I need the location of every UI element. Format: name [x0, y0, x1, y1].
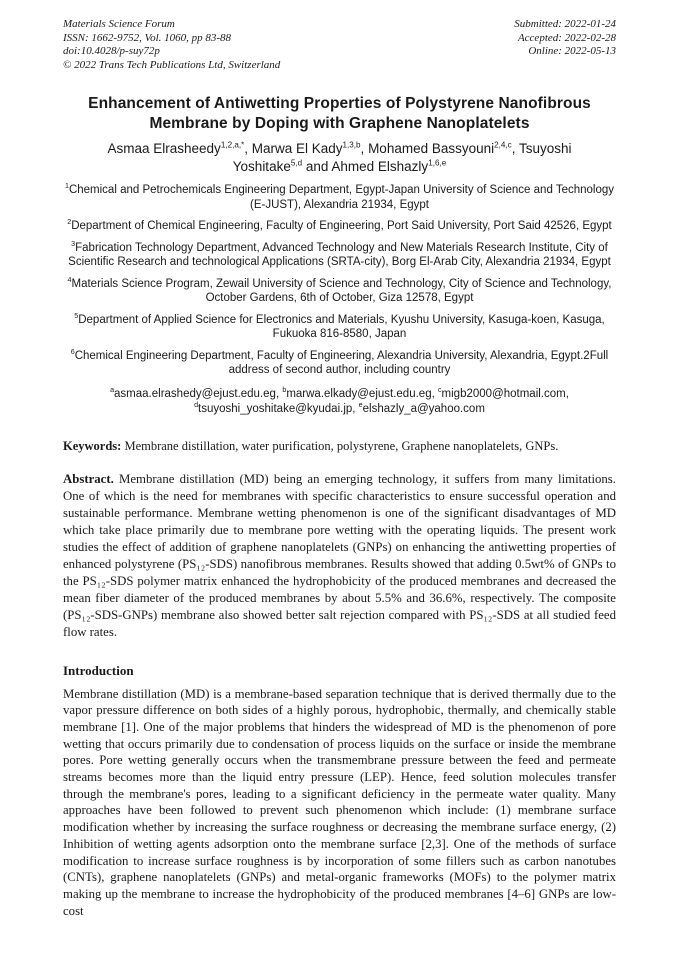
online-date: Online: 2022-05-13: [528, 45, 616, 57]
email-address: migb2000@hotmail.com: [441, 387, 566, 400]
submitted-date: Submitted: 2022-01-24: [514, 18, 616, 30]
email-address: asmaa.elrashedy@ejust.edu.eg: [114, 387, 276, 400]
journal-issn-volume: ISSN: 1662-9752, Vol. 1060, pp 83-88: [63, 31, 232, 44]
affiliation-superscript: 5: [74, 311, 79, 320]
email-address: tsuyoshi_yoshitake@kyudai.jp: [198, 402, 353, 415]
author-name: Tsuyoshi Yoshitake: [232, 141, 572, 174]
author-name: Ahmed Elshazly: [331, 159, 429, 174]
abstract-paragraph: [63, 471, 616, 641]
journal-doi: doi:10.4028/p-suy72p: [63, 45, 160, 57]
keywords-label: Keywords:: [63, 438, 122, 453]
email-address: marwa.elkady@ejust.edu.eg: [286, 387, 432, 400]
email-superscript: e: [358, 400, 363, 409]
journal-copyright: © 2022 Trans Tech Publications Ltd, Switzerland: [63, 58, 281, 71]
accepted-date: Accepted: 2022-02-28: [517, 31, 616, 44]
email-superscript: c: [437, 385, 442, 394]
journal-info: [63, 18, 280, 72]
author-superscript: 5,d: [290, 158, 303, 168]
article-dates: [514, 18, 616, 72]
abstract-label: Abstract.: [63, 471, 114, 486]
author-superscript: 1,6,e: [428, 158, 447, 168]
affiliation-superscript: 1: [64, 182, 69, 191]
keywords-text: Membrane distillation, water purification, polystyrene, Graphene nanoplatelets, GNPs.: [121, 438, 559, 453]
author-name: Asmaa Elrasheedy: [107, 141, 221, 156]
affiliation: [63, 313, 616, 342]
author-superscript: 1,2,a,*: [220, 140, 245, 150]
affiliation-superscript: 2: [67, 218, 72, 227]
abstract-text: Membrane distillation (MD) being an emerging technology, it suffers from many limitations. One of which is the need for membranes with specific characteristics to ensure successful operation and sustainable performance. Membrane wetting phenomenon is one of the significant disadvantages of MD which take place primarily due to membrane pore wetting with the operating liquids. The present work studies the effect of addition of graphene nanoplatelets (GNPs) on enhancing the antiwetting properties of enhanced polystyrene (PS₁₂-SDS) nanofibrous membranes. Results showed that adding 0.5wt% of GNPs to the PS₁₂-SDS polymer matrix enhanced the hydrophobicity of the produced membranes and decreased the mean fiber diameter of the produced membranes by about 5.5% and 36.6%, respectively. The composite (PS₁₂-SDS-GNPs) membrane also showed better salt rejection compared with PS₁₂-SDS at all studied feed flow rates.: [63, 471, 616, 639]
affiliation-list: [63, 183, 616, 378]
email-list: $^a$asmaa.elrashedy@ejust.edu.eg, $^b$marwa.elkady@ejust.edu.eg, $^c$migb2000@hotmail.com, $^d$tsuyoshi_yoshitake@kyudai.jp, $^e$elshazly_a@yahoo.com: [110, 385, 569, 415]
affiliation: [63, 183, 616, 212]
affiliation-superscript: 6: [70, 347, 75, 356]
email-superscript: b: [282, 385, 287, 394]
journal-name: Materials Science Forum: [63, 18, 175, 30]
affiliation-superscript: 4: [67, 275, 72, 284]
affiliation: [63, 349, 616, 378]
article-title: Enhancement of Antiwetting Properties of Polystyrene Nanofibrous Membrane by Doping with Graphene Nanoplatelets: [88, 95, 591, 132]
affiliation: [63, 219, 616, 234]
affiliation-text: Department of Chemical Engineering, Faculty of Engineering, Port Said University, Port Said 42526, Egypt: [71, 220, 612, 232]
author-superscript: 1,3,b: [342, 140, 361, 150]
affiliation-text: Fabrication Technology Department, Advanced Technology and New Materials Research Institute, City of Scientific Research and technological Applications (SRTA-city), Borg El-Arab City, Alexandria 21934, Egypt: [68, 241, 611, 268]
email-superscript: a: [110, 385, 115, 394]
author-name: Marwa El Kady: [251, 141, 343, 156]
affiliation-text: Chemical Engineering Department, Faculty of Engineering, Alexandria University, Alexandria, Egypt.2Full address of second author, including country: [74, 349, 609, 376]
author-superscript: 2,4,c: [494, 140, 512, 150]
affiliation-text: Materials Science Program, Zewail University of Science and Technology, City of Science and Technology, October Gardens, 6th of October, Giza 12578, Egypt: [71, 277, 612, 304]
affiliation: [63, 241, 616, 270]
section-heading-introduction: Introduction: [63, 662, 134, 678]
author-name: Mohamed Bassyouni: [368, 141, 495, 156]
affiliation-text: Chemical and Petrochemicals Engineering Department, Egypt-Japan University of Science and Technology (E-JUST), Alexandria 21934, Egypt: [68, 184, 615, 211]
affiliation-superscript: 3: [71, 239, 76, 248]
author-list: Asmaa Elrasheedy$^{1,2,a,*}$, Marwa El Kady$^{1,3,b}$, Mohamed Bassyouni$^{2,4,c}$, Tsuyoshi Yoshitake$^{5,d}$ and Ahmed Elshazly$^{1,6,e}$: [107, 140, 572, 174]
affiliation: [63, 277, 616, 306]
email-address: elshazly_a@yahoo.com: [362, 402, 485, 415]
introduction-paragraph: Membrane distillation (MD) is a membrane-based separation technique that is derived thermally due to the vapor pressure difference on both sides of a highly porous, hydrophobic, thermally, and chemically stable membrane [1]. One of the major problems that hinders the widespread of MD is the phenomenon of pore wetting that occurs primarily due to condensation of process liquids on the surface or inside the membrane pores. Pore wetting generally occurs when the transmembrane pressure between the feed and permeate streams becomes more than the liquid entry pressure (LEP). Hence, feed solution molecules transfer through the membrane's pores, leading to a significant deficiency in the permeate water quality. Many approaches have been followed to prevent such phenomenon which include: (1) membrane surface modification whether by increasing the surface roughness or decreasing the membrane surface energy, (2) Inhibition of wetting agents adsorption onto the membrane surface [2,3]. One of the methods of surface modification to increase surface roughness is by incorporation of some fillers such as carbon nanotubes (CNTs), graphene nanoplatelets (GNPs) and metal-organic frameworks (MOFs) to the polymer matrix making up the membrane to increase the hydrophobicity of the produced membranes [4–6] GNPs are low-cost: [63, 686, 616, 918]
affiliation-text: Department of Applied Science for Electronics and Materials, Kyushu University, Kasuga-koen, Kasuga, Fukuoka 816-8580, Japan: [78, 313, 605, 340]
keywords-line: [63, 438, 616, 454]
journal-masthead: [63, 18, 616, 72]
email-superscript: d: [194, 400, 199, 409]
